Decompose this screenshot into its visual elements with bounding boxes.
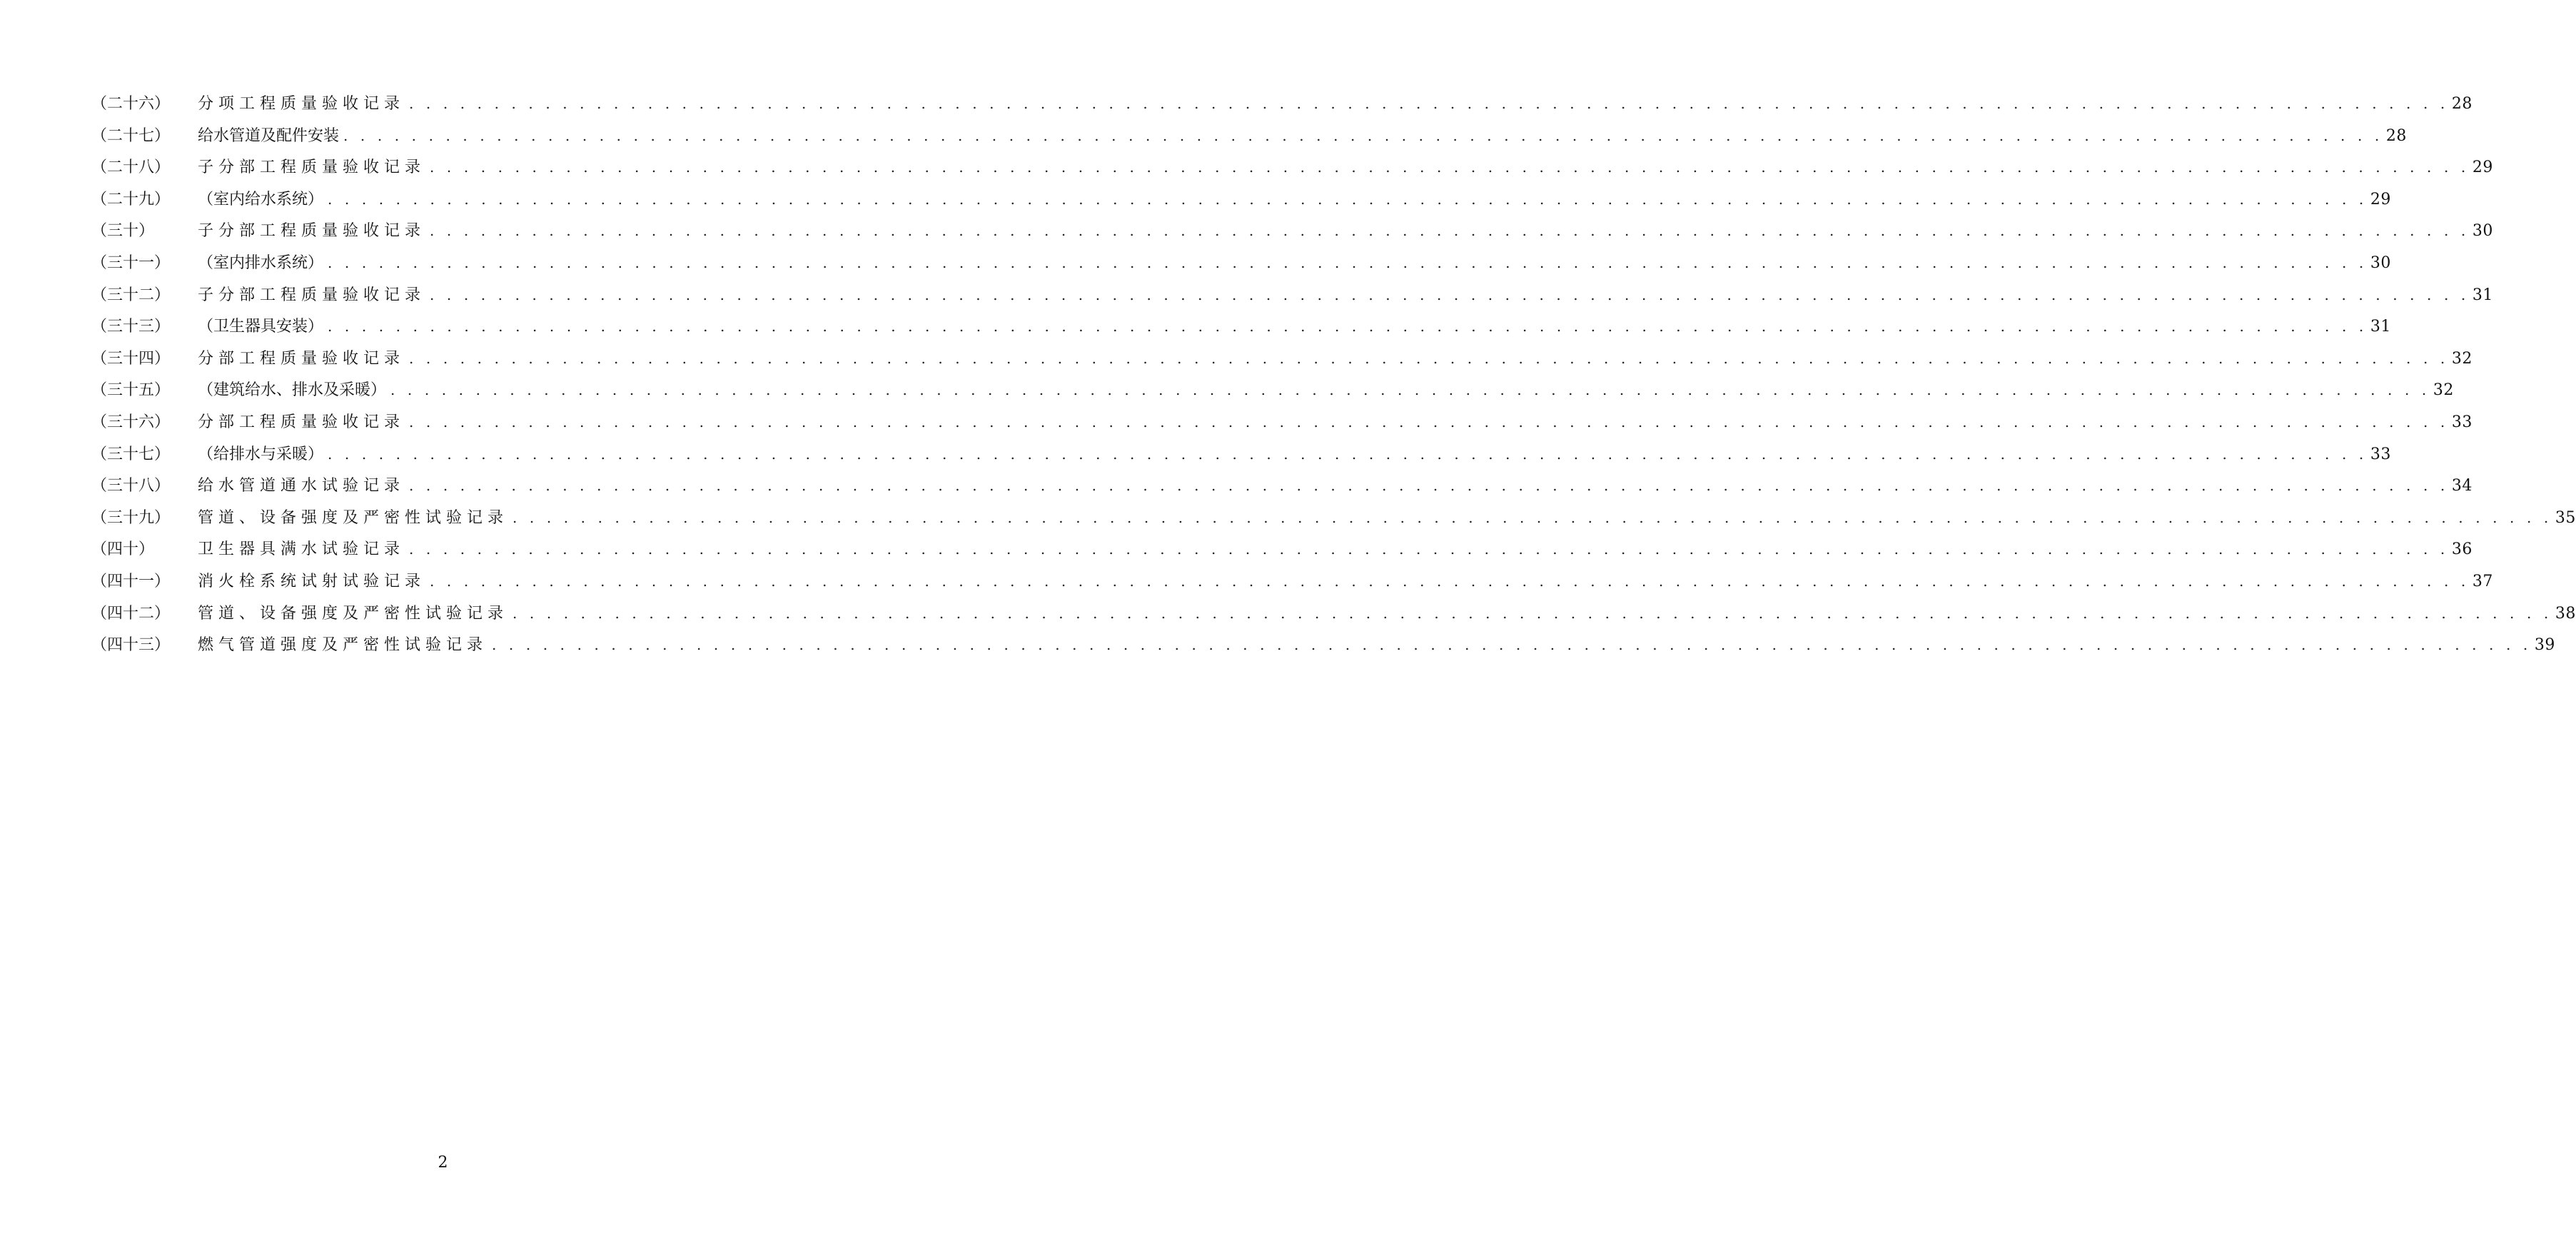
toc-entry-number: （二十九） bbox=[91, 190, 171, 208]
toc-dot-leader: . . . . . . . . . . . . . . . . . . . . . . . . . . . . . . . . . . . . . . . . . . . . . . . . . . . . . . . . . . . . . . . . . . . . . . . . . . . . . . . . . . . . . . . . . . . . . . . . . . . . . . . . . . . . . . . . . . . . . . . . bbox=[430, 158, 2470, 176]
toc-entry-title: 给水管道及配件安装 bbox=[198, 126, 340, 145]
toc-entry-number: （四十） bbox=[91, 540, 155, 559]
toc-entry-title: （室内给水系统） bbox=[198, 190, 324, 208]
toc-entry-title: 分项工程质量验收记录 bbox=[198, 95, 405, 113]
toc-dot-leader: . . . . . . . . . . . . . . . . . . . . . . . . . . . . . . . . . . . . . . . . . . . . . . . . . . . . . . . . . . . . . . . . . . . . . . . . . . . . . . . . . . . . . . . . . . . . . . . . . . . . . . . . . . . . . . . . . . . . . . . . bbox=[328, 253, 2368, 271]
toc-entry-page: 39 bbox=[2534, 636, 2555, 655]
toc-entry[interactable] bbox=[91, 443, 2391, 475]
toc-entry-title: 管道、设备强度及严密性试验记录 bbox=[198, 604, 509, 623]
toc-entry[interactable] bbox=[91, 252, 2391, 284]
toc-entry-number: （三十） bbox=[91, 222, 155, 241]
toc-entry-page: 38 bbox=[2555, 604, 2576, 623]
toc-entry-page: 31 bbox=[2370, 318, 2391, 336]
toc-dot-leader: . . . . . . . . . . . . . . . . . . . . . . . . . . . . . . . . . . . . . . . . . . . . . . . . . . . . . . . . . . . . . . . . . . . . . . . . . . . . . . . . . . . . . . . . . . . . . . . . . . . . . . . . . . . . . . . . . . . . . . . . bbox=[512, 508, 2552, 526]
page-number: 2 bbox=[438, 1154, 448, 1172]
toc-entry-title: 消火栓系统试射试验记录 bbox=[198, 572, 426, 590]
toc-entry-title: （室内排水系统） bbox=[198, 253, 324, 272]
toc-dot-leader: . . . . . . . . . . . . . . . . . . . . . . . . . . . . . . . . . . . . . . . . . . . . . . . . . . . . . . . . . . . . . . . . . . . . . . . . . . . . . . . . . . . . . . . . . . . . . . . . . . . . . . . . . . . . . . . . . . . . . . . . bbox=[409, 413, 2449, 431]
toc-dot-leader: . . . . . . . . . . . . . . . . . . . . . . . . . . . . . . . . . . . . . . . . . . . . . . . . . . . . . . . . . . . . . . . . . . . . . . . . . . . . . . . . . . . . . . . . . . . . . . . . . . . . . . . . . . . . . . . . . . . . . . . . bbox=[430, 222, 2470, 240]
toc-entry-title: 子分部工程质量验收记录 bbox=[198, 222, 426, 241]
toc-entry-number: （二十六） bbox=[91, 95, 171, 113]
toc-entry-title: 卫生器具满水试验记录 bbox=[198, 540, 405, 559]
toc-entry-number: （四十三） bbox=[91, 636, 171, 655]
toc-entry-page: 31 bbox=[2472, 286, 2493, 304]
toc-dot-leader: . . . . . . . . . . . . . . . . . . . . . . . . . . . . . . . . . . . . . . . . . . . . . . . . . . . . . . . . . . . . . . . . . . . . . . . . . . . . . . . . . . . . . . . . . . . . . . . . . . . . . . . . . . . . . . . . . . . . . . . . bbox=[328, 445, 2368, 463]
toc-dot-leader: . . . . . . . . . . . . . . . . . . . . . . . . . . . . . . . . . . . . . . . . . . . . . . . . . . . . . . . . . . . . . . . . . . . . . . . . . . . . . . . . . . . . . . . . . . . . . . . . . . . . . . . . . . . . . . . . . . . . . . . . bbox=[512, 604, 2552, 622]
toc-entry-page: 28 bbox=[2385, 126, 2407, 145]
toc-dot-leader: . . . . . . . . . . . . . . . . . . . . . . . . . . . . . . . . . . . . . . . . . . . . . . . . . . . . . . . . . . . . . . . . . . . . . . . . . . . . . . . . . . . . . . . . . . . . . . . . . . . . . . . . . . . . . . . . . . . . . . . . bbox=[409, 477, 2449, 495]
toc-list bbox=[91, 93, 2576, 666]
toc-entry[interactable] bbox=[91, 125, 2407, 157]
toc-entry-title: （卫生器具安装） bbox=[198, 318, 324, 336]
toc-entry-number: （三十四） bbox=[91, 349, 171, 368]
toc-entry-title: 分部工程质量验收记录 bbox=[198, 349, 405, 368]
toc-entry-page: 33 bbox=[2370, 445, 2391, 463]
toc-entry-title: 给水管道通水试验记录 bbox=[198, 477, 405, 495]
toc-dot-leader: . . . . . . . . . . . . . . . . . . . . . . . . . . . . . . . . . . . . . . . . . . . . . . . . . . . . . . . . . . . . . . . . . . . . . . . . . . . . . . . . . . . . . . . . . . . . . . . . . . . . . . . . . . . . . . . . . . . . . . . . bbox=[328, 318, 2368, 336]
toc-entry[interactable] bbox=[91, 475, 2473, 507]
toc-entry-title: 管道、设备强度及严密性试验记录 bbox=[198, 508, 509, 527]
toc-entry[interactable] bbox=[91, 284, 2493, 316]
toc-entry-number: （三十八） bbox=[91, 477, 171, 495]
toc-entry[interactable] bbox=[91, 316, 2391, 348]
toc-entry-number: （四十二） bbox=[91, 604, 171, 623]
toc-entry[interactable] bbox=[91, 156, 2493, 188]
toc-entry-page: 29 bbox=[2472, 158, 2493, 177]
toc-entry-number: （三十九） bbox=[91, 508, 171, 527]
toc-entry-title: （给排水与采暖） bbox=[198, 445, 324, 463]
toc-entry-page: 29 bbox=[2370, 190, 2391, 208]
toc-entry[interactable] bbox=[91, 570, 2493, 603]
toc-entry[interactable] bbox=[91, 379, 2454, 411]
toc-entry-page: 32 bbox=[2433, 381, 2454, 400]
toc-entry-page: 37 bbox=[2472, 572, 2493, 590]
toc-entry[interactable] bbox=[91, 603, 2576, 635]
toc-entry-page: 30 bbox=[2472, 222, 2493, 241]
toc-entry-title: 子分部工程质量验收记录 bbox=[198, 158, 426, 177]
toc-entry-number: （三十一） bbox=[91, 253, 171, 272]
table-of-contents bbox=[91, 93, 2576, 666]
toc-entry[interactable] bbox=[91, 507, 2576, 539]
toc-entry[interactable] bbox=[91, 220, 2493, 252]
toc-entry-number: （三十二） bbox=[91, 286, 171, 304]
toc-entry-title: 子分部工程质量验收记录 bbox=[198, 286, 426, 304]
toc-entry[interactable] bbox=[91, 634, 2555, 666]
toc-dot-leader: . . . . . . . . . . . . . . . . . . . . . . . . . . . . . . . . . . . . . . . . . . . . . . . . . . . . . . . . . . . . . . . . . . . . . . . . . . . . . . . . . . . . . . . . . . . . . . . . . . . . . . . . . . . . . . . . . . . . . . . . bbox=[343, 126, 2383, 144]
toc-entry[interactable] bbox=[91, 538, 2473, 570]
toc-entry-page: 32 bbox=[2451, 349, 2473, 368]
toc-dot-leader: . . . . . . . . . . . . . . . . . . . . . . . . . . . . . . . . . . . . . . . . . . . . . . . . . . . . . . . . . . . . . . . . . . . . . . . . . . . . . . . . . . . . . . . . . . . . . . . . . . . . . . . . . . . . . . . . . . . . . . . . bbox=[409, 95, 2449, 112]
toc-entry-number: （二十七） bbox=[91, 126, 171, 145]
toc-entry-page: 30 bbox=[2370, 253, 2391, 272]
toc-entry[interactable] bbox=[91, 188, 2391, 221]
toc-dot-leader: . . . . . . . . . . . . . . . . . . . . . . . . . . . . . . . . . . . . . . . . . . . . . . . . . . . . . . . . . . . . . . . . . . . . . . . . . . . . . . . . . . . . . . . . . . . . . . . . . . . . . . . . . . . . . . . . . . . . . . . . bbox=[492, 636, 2532, 654]
toc-entry-number: （三十三） bbox=[91, 318, 171, 336]
toc-entry-page: 28 bbox=[2451, 95, 2473, 113]
toc-entry[interactable] bbox=[91, 411, 2473, 443]
toc-entry-number: （三十六） bbox=[91, 413, 171, 431]
toc-entry-number: （四十一） bbox=[91, 572, 171, 590]
toc-dot-leader: . . . . . . . . . . . . . . . . . . . . . . . . . . . . . . . . . . . . . . . . . . . . . . . . . . . . . . . . . . . . . . . . . . . . . . . . . . . . . . . . . . . . . . . . . . . . . . . . . . . . . . . . . . . . . . . . . . . . . . . . bbox=[409, 349, 2449, 367]
toc-dot-leader: . . . . . . . . . . . . . . . . . . . . . . . . . . . . . . . . . . . . . . . . . . . . . . . . . . . . . . . . . . . . . . . . . . . . . . . . . . . . . . . . . . . . . . . . . . . . . . . . . . . . . . . . . . . . . . . . . . . . . . . . bbox=[390, 381, 2430, 399]
toc-dot-leader: . . . . . . . . . . . . . . . . . . . . . . . . . . . . . . . . . . . . . . . . . . . . . . . . . . . . . . . . . . . . . . . . . . . . . . . . . . . . . . . . . . . . . . . . . . . . . . . . . . . . . . . . . . . . . . . . . . . . . . . . bbox=[409, 540, 2449, 558]
toc-entry-number: （二十八） bbox=[91, 158, 171, 177]
toc-dot-leader: . . . . . . . . . . . . . . . . . . . . . . . . . . . . . . . . . . . . . . . . . . . . . . . . . . . . . . . . . . . . . . . . . . . . . . . . . . . . . . . . . . . . . . . . . . . . . . . . . . . . . . . . . . . . . . . . . . . . . . . . bbox=[328, 190, 2368, 208]
toc-entry-title: 燃气管道强度及严密性试验记录 bbox=[198, 636, 488, 655]
toc-entry-number: （三十五） bbox=[91, 381, 171, 400]
toc-dot-leader: . . . . . . . . . . . . . . . . . . . . . . . . . . . . . . . . . . . . . . . . . . . . . . . . . . . . . . . . . . . . . . . . . . . . . . . . . . . . . . . . . . . . . . . . . . . . . . . . . . . . . . . . . . . . . . . . . . . . . . . . bbox=[430, 286, 2470, 303]
toc-entry-page: 35 bbox=[2555, 508, 2576, 527]
toc-entry-page: 33 bbox=[2451, 413, 2473, 431]
toc-entry[interactable] bbox=[91, 93, 2473, 125]
toc-entry-number: （三十七） bbox=[91, 445, 171, 463]
toc-dot-leader: . . . . . . . . . . . . . . . . . . . . . . . . . . . . . . . . . . . . . . . . . . . . . . . . . . . . . . . . . . . . . . . . . . . . . . . . . . . . . . . . . . . . . . . . . . . . . . . . . . . . . . . . . . . . . . . . . . . . . . . . bbox=[430, 572, 2470, 590]
toc-entry-page: 34 bbox=[2451, 477, 2473, 495]
toc-entry[interactable] bbox=[91, 348, 2473, 380]
toc-entry-title: 分部工程质量验收记录 bbox=[198, 413, 405, 431]
toc-entry-page: 36 bbox=[2451, 540, 2473, 559]
toc-entry-title: （建筑给水、排水及采暖） bbox=[198, 381, 387, 400]
